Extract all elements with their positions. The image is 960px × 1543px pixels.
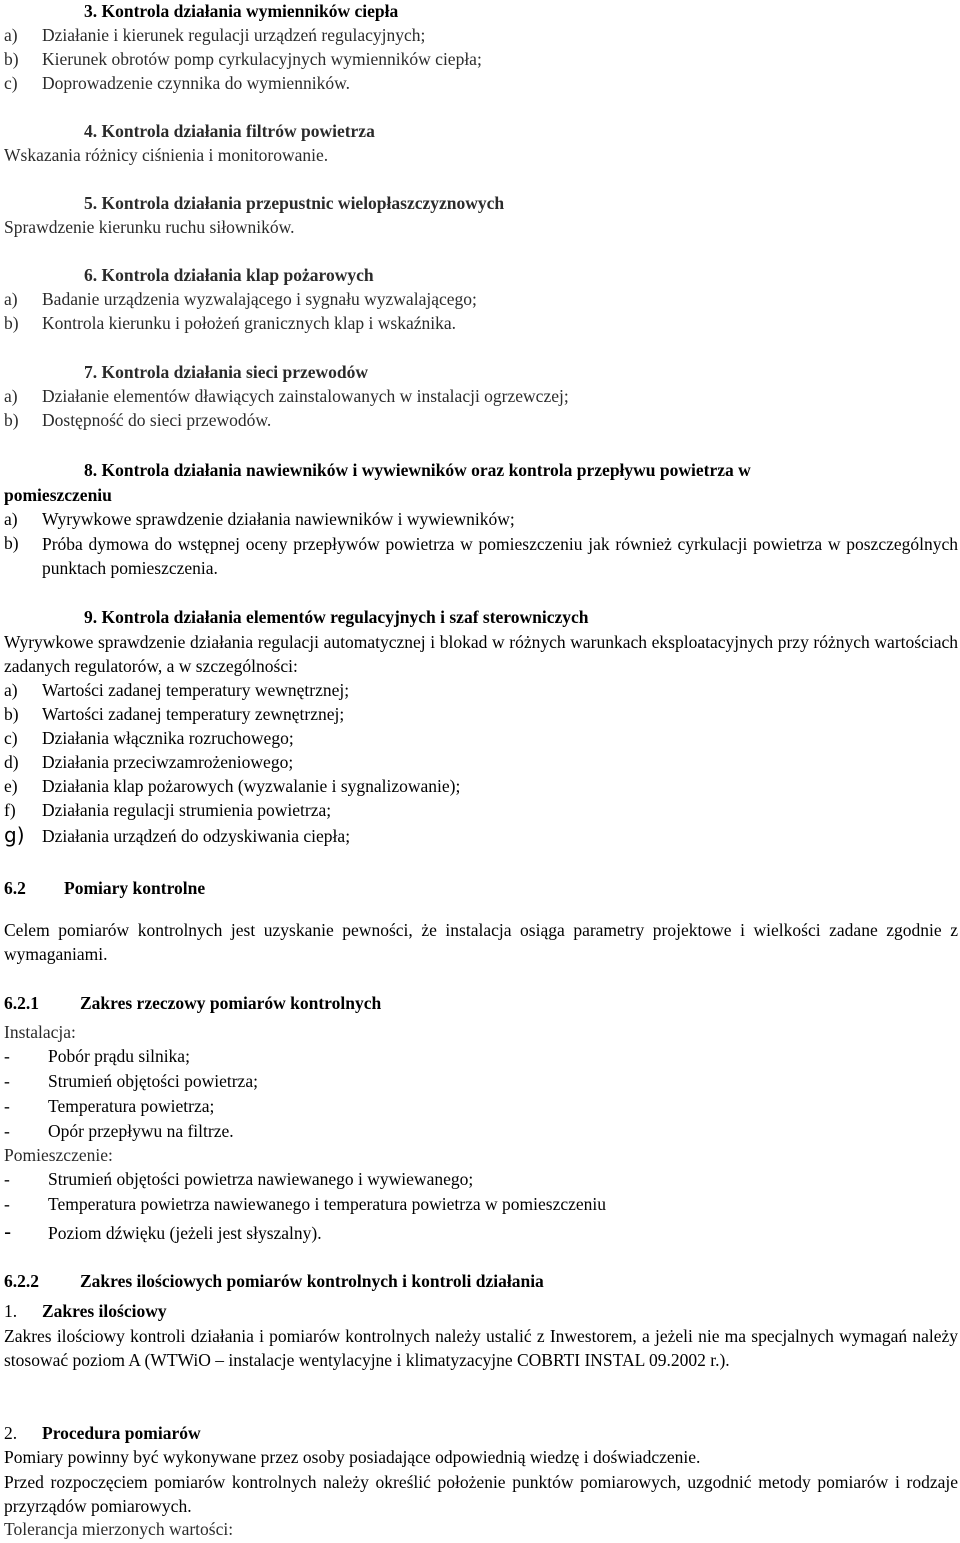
pomieszczenie-label: Pomieszczenie:: [4, 1145, 113, 1165]
list-item: - Pobór prądu silnika;: [4, 1046, 190, 1066]
section-6-2-2-heading: 6.2.2 Zakres ilościowych pomiarów kontrolnych i kontroli działania: [4, 1271, 544, 1291]
section-5-heading: 5. Kontrola działania przepustnic wielopłaszczyznowych: [84, 193, 505, 213]
instalacja-label: Instalacja:: [4, 1022, 76, 1042]
list-item: - Temperatura powietrza;: [4, 1096, 215, 1116]
section-6-2-heading: 6.2 Pomiary kontrolne: [4, 878, 206, 898]
list-item: b) Kierunek obrotów pomp cyrkulacyjnych wymienników ciepła;: [4, 49, 482, 69]
subsection-2-line2: Przed rozpoczęciem pomiarów kontrolnych należy określić położenie punktów pomiarowych, uzgodnić metody pomiarów i rodzaje przyrządów pomiarowych.: [4, 1472, 958, 1516]
list-item: - Strumień objętości powietrza nawiewanego i wywiewanego;: [4, 1169, 474, 1189]
section-5-text: Sprawdzenie kierunku ruchu siłowników.: [4, 217, 295, 237]
list-item: - Opór przepływu na filtrze.: [4, 1121, 234, 1141]
list-item: a) Wyrywkowe sprawdzenie działania nawiewników i wywiewników;: [4, 509, 515, 529]
list-item: b) Dostępność do sieci przewodów.: [4, 410, 272, 430]
list-item: d) Działania przeciwzamrożeniowego;: [4, 752, 294, 772]
list-item: e) Działania klap pożarowych (wyzwalanie i sygnalizowanie);: [4, 776, 461, 796]
list-item: b) Kontrola kierunku i położeń granicznych klap i wskaźnika.: [4, 313, 457, 333]
list-item: - Temperatura powietrza nawiewanego i temperatura powietrza w pomieszczeniu: [4, 1194, 607, 1214]
subsection-1-text: Zakres ilościowy kontroli działania i pomiarów kontrolnych należy ustalić z Inwestorem, a jeżeli nie ma specjalnych wymagań należy stosować poziom A (WTWiO – instalacje wentylacyjne i klimatyzacyjne COBRTI INSTAL 09.2002 r.).: [4, 1326, 958, 1370]
section-4-heading: 4. Kontrola działania filtrów powietrza: [84, 121, 375, 141]
list-item: a) Wartości zadanej temperatury wewnętrznej;: [4, 680, 350, 700]
list-item: - Poziom dźwięku (jeżeli jest słyszalny).: [4, 1220, 322, 1244]
section-6-2-1-heading: 6.2.1 Zakres rzeczowy pomiarów kontrolnych: [4, 993, 382, 1013]
section-8-heading-cont: pomieszczeniu: [4, 485, 112, 505]
list-item: f) Działania regulacji strumienia powietrza;: [4, 800, 332, 820]
list-item: - Strumień objętości powietrza;: [4, 1071, 258, 1091]
section-9-heading: 9. Kontrola działania elementów regulacyjnych i szaf sterowniczych: [84, 607, 589, 627]
subsection-1-heading: 1. Zakres ilościowy: [4, 1301, 167, 1321]
subsection-2-heading: 2. Procedura pomiarów: [4, 1423, 201, 1443]
section-4-text: Wskazania różnicy ciśnienia i monitorowanie.: [4, 145, 329, 165]
section-9-intro: Wyrywkowe sprawdzenie działania regulacji automatycznej i blokad w różnych warunkach eksploatacyjnych przy różnych wartościach zadanych regulatorów, a w szczególności:: [4, 632, 958, 676]
section-8-heading: 8. Kontrola działania nawiewników i wywiewników oraz kontrola przepływu powietrza w: [84, 460, 751, 480]
section-6-2-text: Celem pomiarów kontrolnych jest uzyskanie pewności, że instalacja osiąga parametry projektowe i wielkości zadane zgodnie z wymaganiami.: [4, 920, 958, 964]
subsection-2-line1: Pomiary powinny być wykonywane przez osoby posiadające odpowiednią wiedzę i doświadczenie.: [4, 1447, 701, 1467]
list-item: b) Wartości zadanej temperatury zewnętrznej;: [4, 704, 345, 724]
list-item: a) Działanie elementów dławiących zainstalowanych w instalacji ogrzewczej;: [4, 386, 569, 406]
list-item: c) Działania włącznika rozruchowego;: [4, 728, 294, 748]
list-item: a) Działanie i kierunek regulacji urządzeń regulacyjnych;: [4, 25, 426, 45]
subsection-2-line3: Tolerancja mierzonych wartości:: [4, 1519, 234, 1539]
section-6-heading: 6. Kontrola działania klap pożarowych: [84, 265, 374, 285]
list-item: c) Doprowadzenie czynnika do wymienników.: [4, 73, 350, 93]
list-item: a) Badanie urządzenia wyzwalającego i sygnału wyzwalającego;: [4, 289, 477, 309]
section-3-heading: 3. Kontrola działania wymienników ciepła: [84, 1, 399, 21]
section-7-heading: 7. Kontrola działania sieci przewodów: [84, 362, 369, 382]
list-item: g) Działania urządzeń do odzyskiwania ciepła;: [4, 823, 351, 847]
